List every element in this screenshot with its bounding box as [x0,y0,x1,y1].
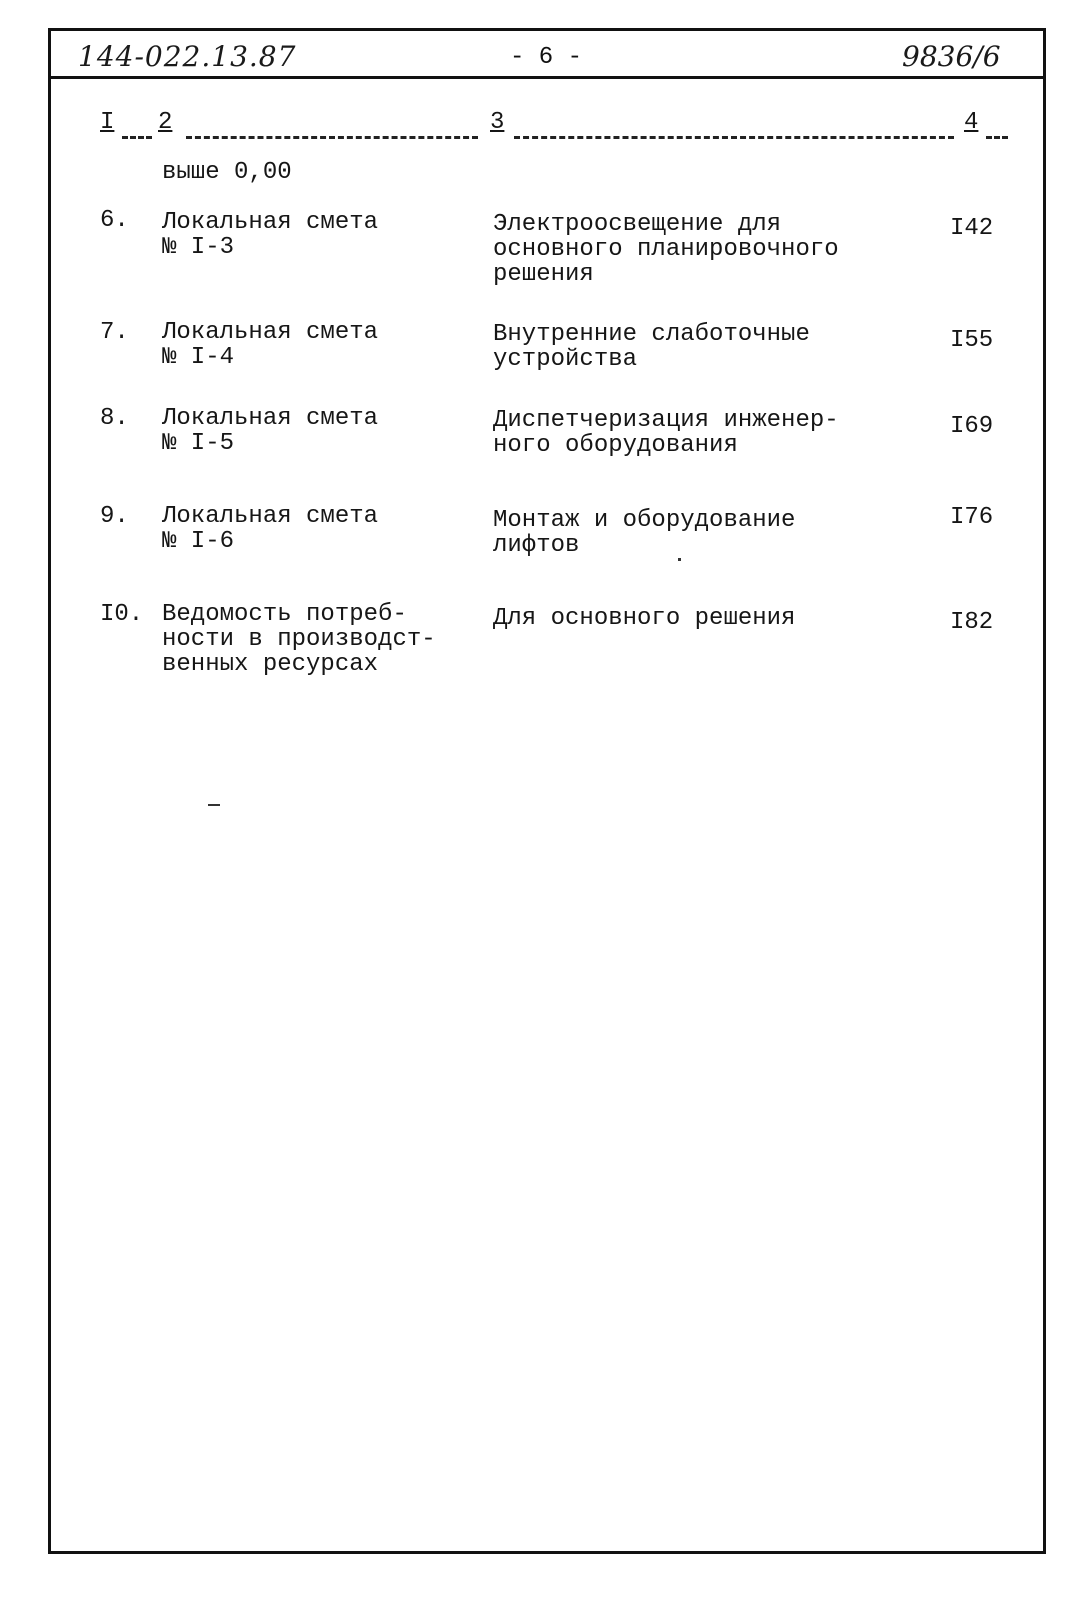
scan-speck [678,558,681,561]
column-header-3: 3 [490,109,505,136]
row-page: I42 [950,215,994,242]
header-divider [48,76,1046,79]
column-header-1: I [100,109,115,136]
column-header-dashes [186,136,478,139]
row-number: 9. [100,503,129,530]
row-document-name: Локальная смета № I-3 [162,209,379,261]
column-header-4: 4 [964,109,979,136]
row-description: Для основного решения [493,605,796,632]
continuation-note: выше 0,00 [162,159,292,186]
row-number: 6. [100,207,129,234]
column-header-dashes [122,136,152,139]
sheet-number: 9836/6 [902,40,1001,73]
row-page: I69 [950,413,994,440]
document-code: 144-022.13.87 [78,40,297,73]
column-header-dashes [986,136,1008,139]
row-document-name: Локальная смета № I-4 [162,319,379,371]
column-header-dashes [514,136,954,139]
page-number: - 6 - [510,44,583,71]
row-number: 7. [100,319,129,346]
scan-speck [208,804,220,806]
row-description: Монтаж и оборудование лифтов [493,507,796,559]
row-page: I76 [950,504,994,531]
row-page: I55 [950,327,994,354]
row-description: Диспетчеризация инженер- ного оборудования [493,407,839,459]
row-number: I0. [100,601,144,628]
row-page: I82 [950,609,994,636]
row-document-name: Локальная смета № I-6 [162,503,379,555]
row-number: 8. [100,405,129,432]
row-description: Электроосвещение для основного планировочного решения [493,211,839,288]
row-document-name: Локальная смета № I-5 [162,405,379,457]
column-header-2: 2 [158,109,173,136]
row-document-name: Ведомость потреб- ности в производст- венных ресурсах [162,601,436,678]
row-description: Внутренние слаботочные устройства [493,321,810,373]
